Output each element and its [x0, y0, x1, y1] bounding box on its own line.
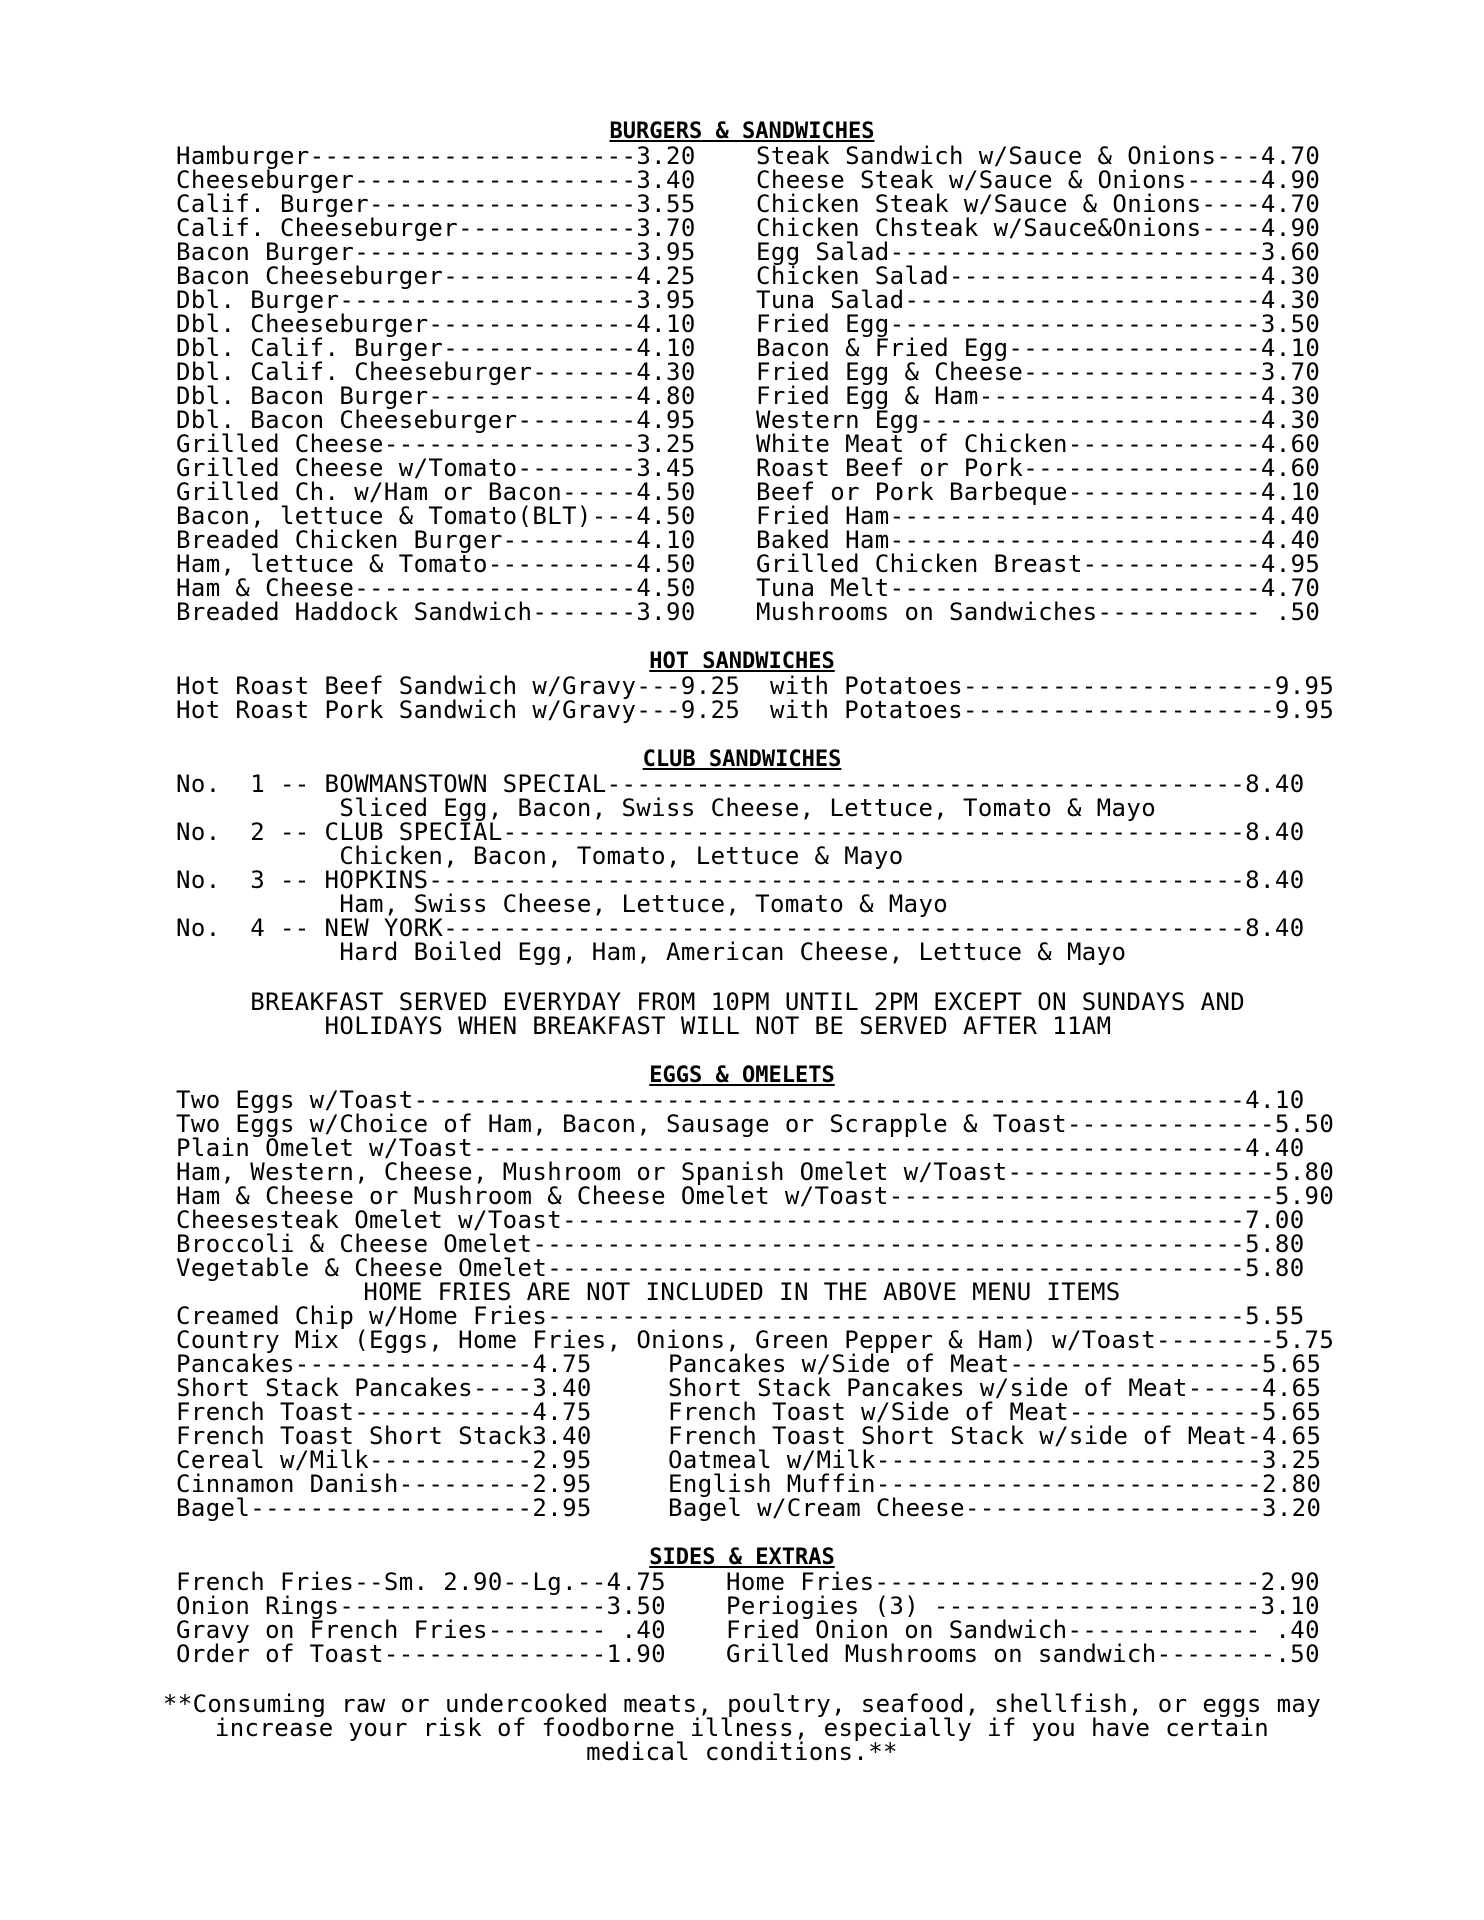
menu-item: Periogies (3) ----------------------3.10	[726, 1592, 1320, 1620]
menu-item: French Toast Short Stack3.40	[176, 1422, 592, 1450]
heading-eggs-omelets: EGGS & OMELETS	[649, 1063, 835, 1088]
menu-item: Steak Sandwich w/Sauce & Onions---4.70	[756, 142, 1321, 170]
heading-hot-sandwiches: HOT SANDWICHES	[649, 649, 835, 674]
menu-item: Oatmeal w/Milk--------------------------3.25	[668, 1446, 1322, 1474]
menu-item-description: Hard Boiled Egg, Ham, American Cheese, Lettuce & Mayo	[176, 938, 1127, 966]
menu-item: Dbl. Cheeseburger--------------4.10	[176, 310, 696, 338]
menu-item: Two Eggs w/Choice of Ham, Bacon, Sausage or Scrapple & Toast--------------5.50	[176, 1110, 1335, 1138]
heading-sides-extras: SIDES & EXTRAS	[649, 1545, 835, 1570]
menu-item: Grilled Chicken Breast------------4.95	[756, 550, 1321, 578]
menu-item: Grilled Cheese w/Tomato--------3.45	[176, 454, 696, 482]
menu-item: Pancakes----------------4.75	[176, 1350, 592, 1378]
breakfast-note: BREAKFAST SERVED EVERYDAY FROM 10PM UNTIL 2PM EXCEPT ON SUNDAYS AND	[176, 988, 1246, 1016]
menu-item: Ham & Cheese-------------------4.50	[176, 574, 696, 602]
heading-club-sandwiches: CLUB SANDWICHES	[642, 747, 842, 772]
menu-item: Hamburger----------------------3.20	[176, 142, 696, 170]
menu-item: Dbl. Bacon Cheeseburger--------4.95	[176, 406, 696, 434]
menu-item: Calif. Cheeseburger------------3.70	[176, 214, 696, 242]
menu-item: Dbl. Burger--------------------3.95	[176, 286, 696, 314]
menu-item: Pancakes w/Side of Meat-----------------5.65	[668, 1350, 1322, 1378]
menu-item: Chicken Steak w/Sauce & Onions----4.70	[756, 190, 1321, 218]
menu-item-description: Sliced Egg, Bacon, Swiss Cheese, Lettuce, Tomato & Mayo	[176, 794, 1157, 822]
menu-item: Gravy on French Fries-------- .40	[176, 1616, 667, 1644]
menu-item: French Toast Short Stack w/side of Meat-4.65	[668, 1422, 1322, 1450]
menu-item: Mushrooms on Sandwiches----------- .50	[756, 598, 1321, 626]
menu-item: Tuna Melt-------------------------4.70	[756, 574, 1321, 602]
menu-item: Hot Roast Beef Sandwich w/Gravy---9.25 with Potatoes---------------------9.95	[176, 672, 1335, 700]
menu-item: Baked Ham-------------------------4.40	[756, 526, 1321, 554]
menu-item: Grilled Ch. w/Ham or Bacon-----4.50	[176, 478, 696, 506]
menu-item: Bacon Burger-------------------3.95	[176, 238, 696, 266]
menu-item: Ham, lettuce & Tomato----------4.50	[176, 550, 696, 578]
menu-item: Dbl. Bacon Burger--------------4.80	[176, 382, 696, 410]
disclaimer: increase your risk of foodborne illness, especially if you have certain	[214, 1714, 1270, 1742]
menu-item: Cheeseburger-------------------3.40	[176, 166, 696, 194]
menu-item: Cheese Steak w/Sauce & Onions-----4.90	[756, 166, 1321, 194]
menu-item: Calif. Burger------------------3.55	[176, 190, 696, 218]
disclaimer: medical conditions.**	[586, 1738, 898, 1766]
menu-item: Vegetable & Cheese Omelet-----------------------------------------------5.80	[176, 1254, 1305, 1282]
menu-item: Fried Egg-------------------------3.50	[756, 310, 1321, 338]
menu-item: Bacon, lettuce & Tomato(BLT)---4.50	[176, 502, 696, 530]
menu-item-description: Ham, Swiss Cheese, Lettuce, Tomato & Mayo	[176, 890, 949, 918]
menu-item: Breaded Haddock Sandwich-------3.90	[176, 598, 696, 626]
breakfast-note: HOLIDAYS WHEN BREAKFAST WILL NOT BE SERVED AFTER 11AM	[176, 1012, 1112, 1040]
menu-item: Fried Egg & Ham-------------------4.30	[756, 382, 1321, 410]
menu-item: Country Mix (Eggs, Home Fries, Onions, Green Pepper & Ham) w/Toast--------5.75	[176, 1326, 1335, 1354]
menu-item: Tuna Salad------------------------4.30	[756, 286, 1321, 314]
menu-item: Grilled Cheese-----------------3.25	[176, 430, 696, 458]
menu-item: French Fries--Sm. 2.90--Lg.--4.75	[176, 1568, 667, 1596]
menu-item: Two Eggs w/Toast--------------------------------------------------------4.10	[176, 1086, 1305, 1114]
menu-item: No. 2 -- CLUB SPECIAL--------------------------------------------------8.40	[176, 818, 1305, 846]
menu-item: Grilled Mushrooms on sandwich--------.50	[726, 1640, 1320, 1668]
menu-item: Chicken Salad---------------------4.30	[756, 262, 1321, 290]
menu-item: Short Stack Pancakes w/side of Meat-----4.65	[668, 1374, 1322, 1402]
menu-item: Fried Ham-------------------------4.40	[756, 502, 1321, 530]
menu-item: Fried Onion on Sandwich------------- .40	[726, 1616, 1320, 1644]
menu-item: Chicken Chsteak w/Sauce&Onions----4.90	[756, 214, 1321, 242]
menu-item: Dbl. Calif. Burger-------------4.10	[176, 334, 696, 362]
menu-item: Cinnamon Danish---------2.95	[176, 1470, 592, 1498]
menu-item: Hot Roast Pork Sandwich w/Gravy---9.25 with Potatoes---------------------9.95	[176, 696, 1335, 724]
menu-item: Ham & Cheese or Mushroom & Cheese Omelet w/Toast--------------------------5.90	[176, 1182, 1335, 1210]
home-fries-note: HOME FRIES ARE NOT INCLUDED IN THE ABOVE MENU ITEMS	[363, 1278, 1121, 1306]
menu-item: White Meat of Chicken-------------4.60	[756, 430, 1321, 458]
menu-item: Bagel-------------------2.95	[176, 1494, 592, 1522]
menu-item: Dbl. Calif. Cheeseburger-------4.30	[176, 358, 696, 386]
menu-item: Onion Rings------------------3.50	[176, 1592, 667, 1620]
menu-item: No. 3 -- HOPKINS-------------------------------------------------------8.40	[176, 866, 1305, 894]
menu-item: Roast Beef or Pork----------------4.60	[756, 454, 1321, 482]
menu-item: Broccoli & Cheese Omelet------------------------------------------------5.80	[176, 1230, 1305, 1258]
disclaimer: **Consuming raw or undercooked meats, poultry, seafood, shellfish, or eggs may	[162, 1690, 1322, 1718]
menu-item: No. 4 -- NEW YORK------------------------------------------------------8.40	[176, 914, 1305, 942]
menu-item: Home Fries--------------------------2.90	[726, 1568, 1320, 1596]
menu-item: Bagel w/Cream Cheese--------------------3.20	[668, 1494, 1322, 1522]
menu-item: Bacon & Fried Egg-----------------4.10	[756, 334, 1321, 362]
menu-item: Breaded Chicken Burger---------4.10	[176, 526, 696, 554]
menu-item: Order of Toast---------------1.90	[176, 1640, 667, 1668]
menu-item: French Toast------------4.75	[176, 1398, 592, 1426]
menu-item: Egg Salad-------------------------3.60	[756, 238, 1321, 266]
menu-item: French Toast w/Side of Meat-------------5.65	[668, 1398, 1322, 1426]
menu-item: Bacon Cheeseburger-------------4.25	[176, 262, 696, 290]
menu-item: Cereal w/Milk-----------2.95	[176, 1446, 592, 1474]
menu-item: English Muffin--------------------------2.80	[668, 1470, 1322, 1498]
menu-item: No. 1 -- BOWMANSTOWN SPECIAL-------------------------------------------8.40	[176, 770, 1305, 798]
menu-item: Fried Egg & Cheese----------------3.70	[756, 358, 1321, 386]
menu-item: Cheesesteak Omelet w/Toast----------------------------------------------7.00	[176, 1206, 1305, 1234]
menu-item: Western Egg-----------------------4.30	[756, 406, 1321, 434]
menu-item: Beef or Pork Barbeque-------------4.10	[756, 478, 1321, 506]
menu-item: Creamed Chip w/Home Fries-----------------------------------------------5.55	[176, 1302, 1305, 1330]
heading-burgers: BURGERS & SANDWICHES	[609, 119, 875, 144]
menu-item: Short Stack Pancakes----3.40	[176, 1374, 592, 1402]
menu-item: Plain Omelet w/Toast----------------------------------------------------4.40	[176, 1134, 1305, 1162]
menu-item: Ham, Western, Cheese, Mushroom or Spanish Omelet w/Toast------------------5.80	[176, 1158, 1335, 1186]
menu-item-description: Chicken, Bacon, Tomato, Lettuce & Mayo	[176, 842, 904, 870]
